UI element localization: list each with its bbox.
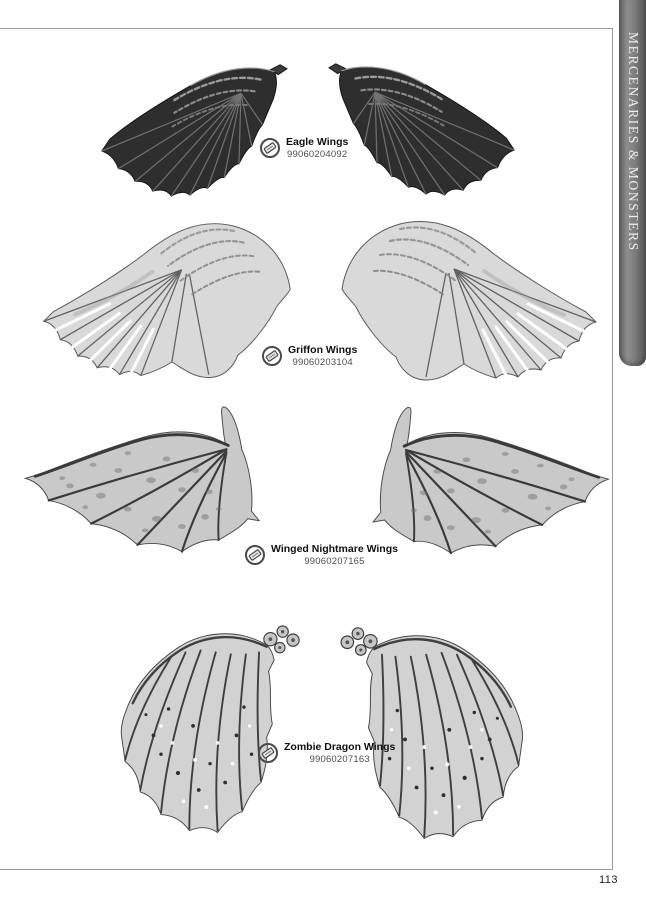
page-number: 113 — [598, 874, 618, 886]
product-name: Griffon Wings — [288, 344, 358, 356]
product-code: 99060203104 — [292, 357, 353, 368]
product-label-zombie-dragon-wings — [257, 741, 395, 765]
product-code: 99060207163 — [309, 754, 370, 765]
product-code: 99060204092 — [287, 149, 348, 160]
eagle-wings-right-image — [328, 56, 524, 200]
zombie-dragon-wings-left-image — [112, 618, 310, 848]
component-circle-icon — [259, 137, 281, 159]
griffon-wings-left-image — [36, 212, 298, 380]
eagle-wings-left-image — [92, 58, 288, 200]
product-label-winged-nightmare-wings — [244, 543, 398, 567]
zombie-dragon-wings-right-image — [330, 616, 532, 858]
product-name: Eagle Wings — [286, 136, 349, 148]
component-circle-icon — [244, 544, 266, 566]
chapter-tab-label: MERCENARIES & MONSTERS — [626, 32, 641, 252]
griffon-wings-right-image — [334, 210, 604, 382]
chapter-tab — [619, 0, 646, 366]
product-label-eagle-wings — [259, 136, 348, 160]
product-name: Winged Nightmare Wings — [271, 543, 398, 555]
product-name: Zombie Dragon Wings — [284, 741, 396, 753]
product-code: 99060207165 — [304, 556, 365, 567]
component-circle-icon — [261, 345, 283, 367]
product-label-griffon-wings — [261, 344, 357, 368]
component-circle-icon — [257, 742, 279, 764]
